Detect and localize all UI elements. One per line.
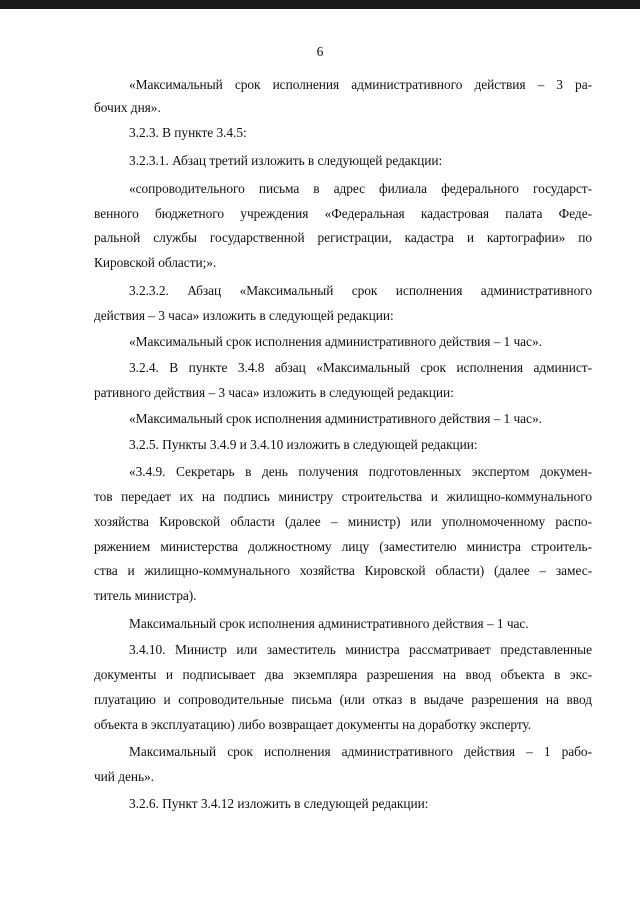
- text-line: Кировской области;».: [94, 255, 217, 270]
- text-line: ральной службы государственной регистрации, кадастра и картографии» по: [94, 230, 592, 245]
- text-line: 3.2.3.2. Абзац «Максимальный срок исполнения административного: [129, 283, 592, 298]
- text-line: Максимальный срок исполнения административного действия – 1 рабо-: [129, 744, 592, 759]
- text-line: «3.4.9. Секретарь в день получения подготовленных экспертом докумен-: [129, 464, 592, 479]
- text-line: объекта в эксплуатацию) либо возвращает документы на доработку эксперту.: [94, 717, 532, 732]
- text-line: 3.4.10. Министр или заместитель министра рассматривает представленные: [129, 642, 592, 657]
- text-line: венного бюджетного учреждения «Федеральная кадастровая палата Феде-: [94, 206, 592, 221]
- text-line: плуатацию и сопроводительные письма (или отказ в выдаче разрешения на ввод: [94, 692, 592, 707]
- text-line: документы и подписывает два экземпляра разрешения на ввод объекта в экс-: [94, 667, 592, 682]
- text-line: чий день».: [94, 769, 154, 784]
- text-line: ряжением министерства должностному лицу (заместителю министра строитель-: [94, 539, 592, 554]
- text-line: «Максимальный срок исполнения административного действия – 1 час».: [129, 411, 542, 426]
- text-line: ративного действия – 3 часа» изложить в следующей редакции:: [94, 385, 454, 400]
- text-line: действия – 3 часа» изложить в следующей редакции:: [94, 308, 394, 323]
- text-line: «Максимальный срок исполнения административного действия – 3 ра-: [129, 77, 592, 92]
- text-line: 3.2.6. Пункт 3.4.12 изложить в следующей редакции:: [129, 796, 429, 811]
- text-line: «Максимальный срок исполнения административного действия – 1 час».: [129, 334, 542, 349]
- text-line: 3.2.4. В пункте 3.4.8 абзац «Максимальный срок исполнения админист-: [129, 360, 592, 375]
- text-line: бочих дня».: [94, 100, 161, 115]
- page-number: 6: [316, 44, 324, 59]
- text-line: 3.2.3. В пункте 3.4.5:: [129, 125, 247, 140]
- text-line: хозяйства Кировской области (далее – министр) или уполномоченному распо-: [94, 514, 592, 529]
- text-line: 3.2.3.1. Абзац третий изложить в следующей редакции:: [129, 153, 443, 168]
- text-line: титель министра).: [94, 588, 197, 603]
- text-line: «сопроводительного письма в адрес филиала федерального государст-: [129, 181, 592, 196]
- text-line: тов передает их на подпись министру строительства и жилищно-коммунального: [94, 489, 592, 504]
- text-line: ства и жилищно-коммунального хозяйства Кировской области) (далее – замес-: [94, 563, 592, 578]
- text-line: Максимальный срок исполнения административного действия – 1 час.: [129, 616, 529, 631]
- text-line: 3.2.5. Пункты 3.4.9 и 3.4.10 изложить в следующей редакции:: [129, 437, 478, 452]
